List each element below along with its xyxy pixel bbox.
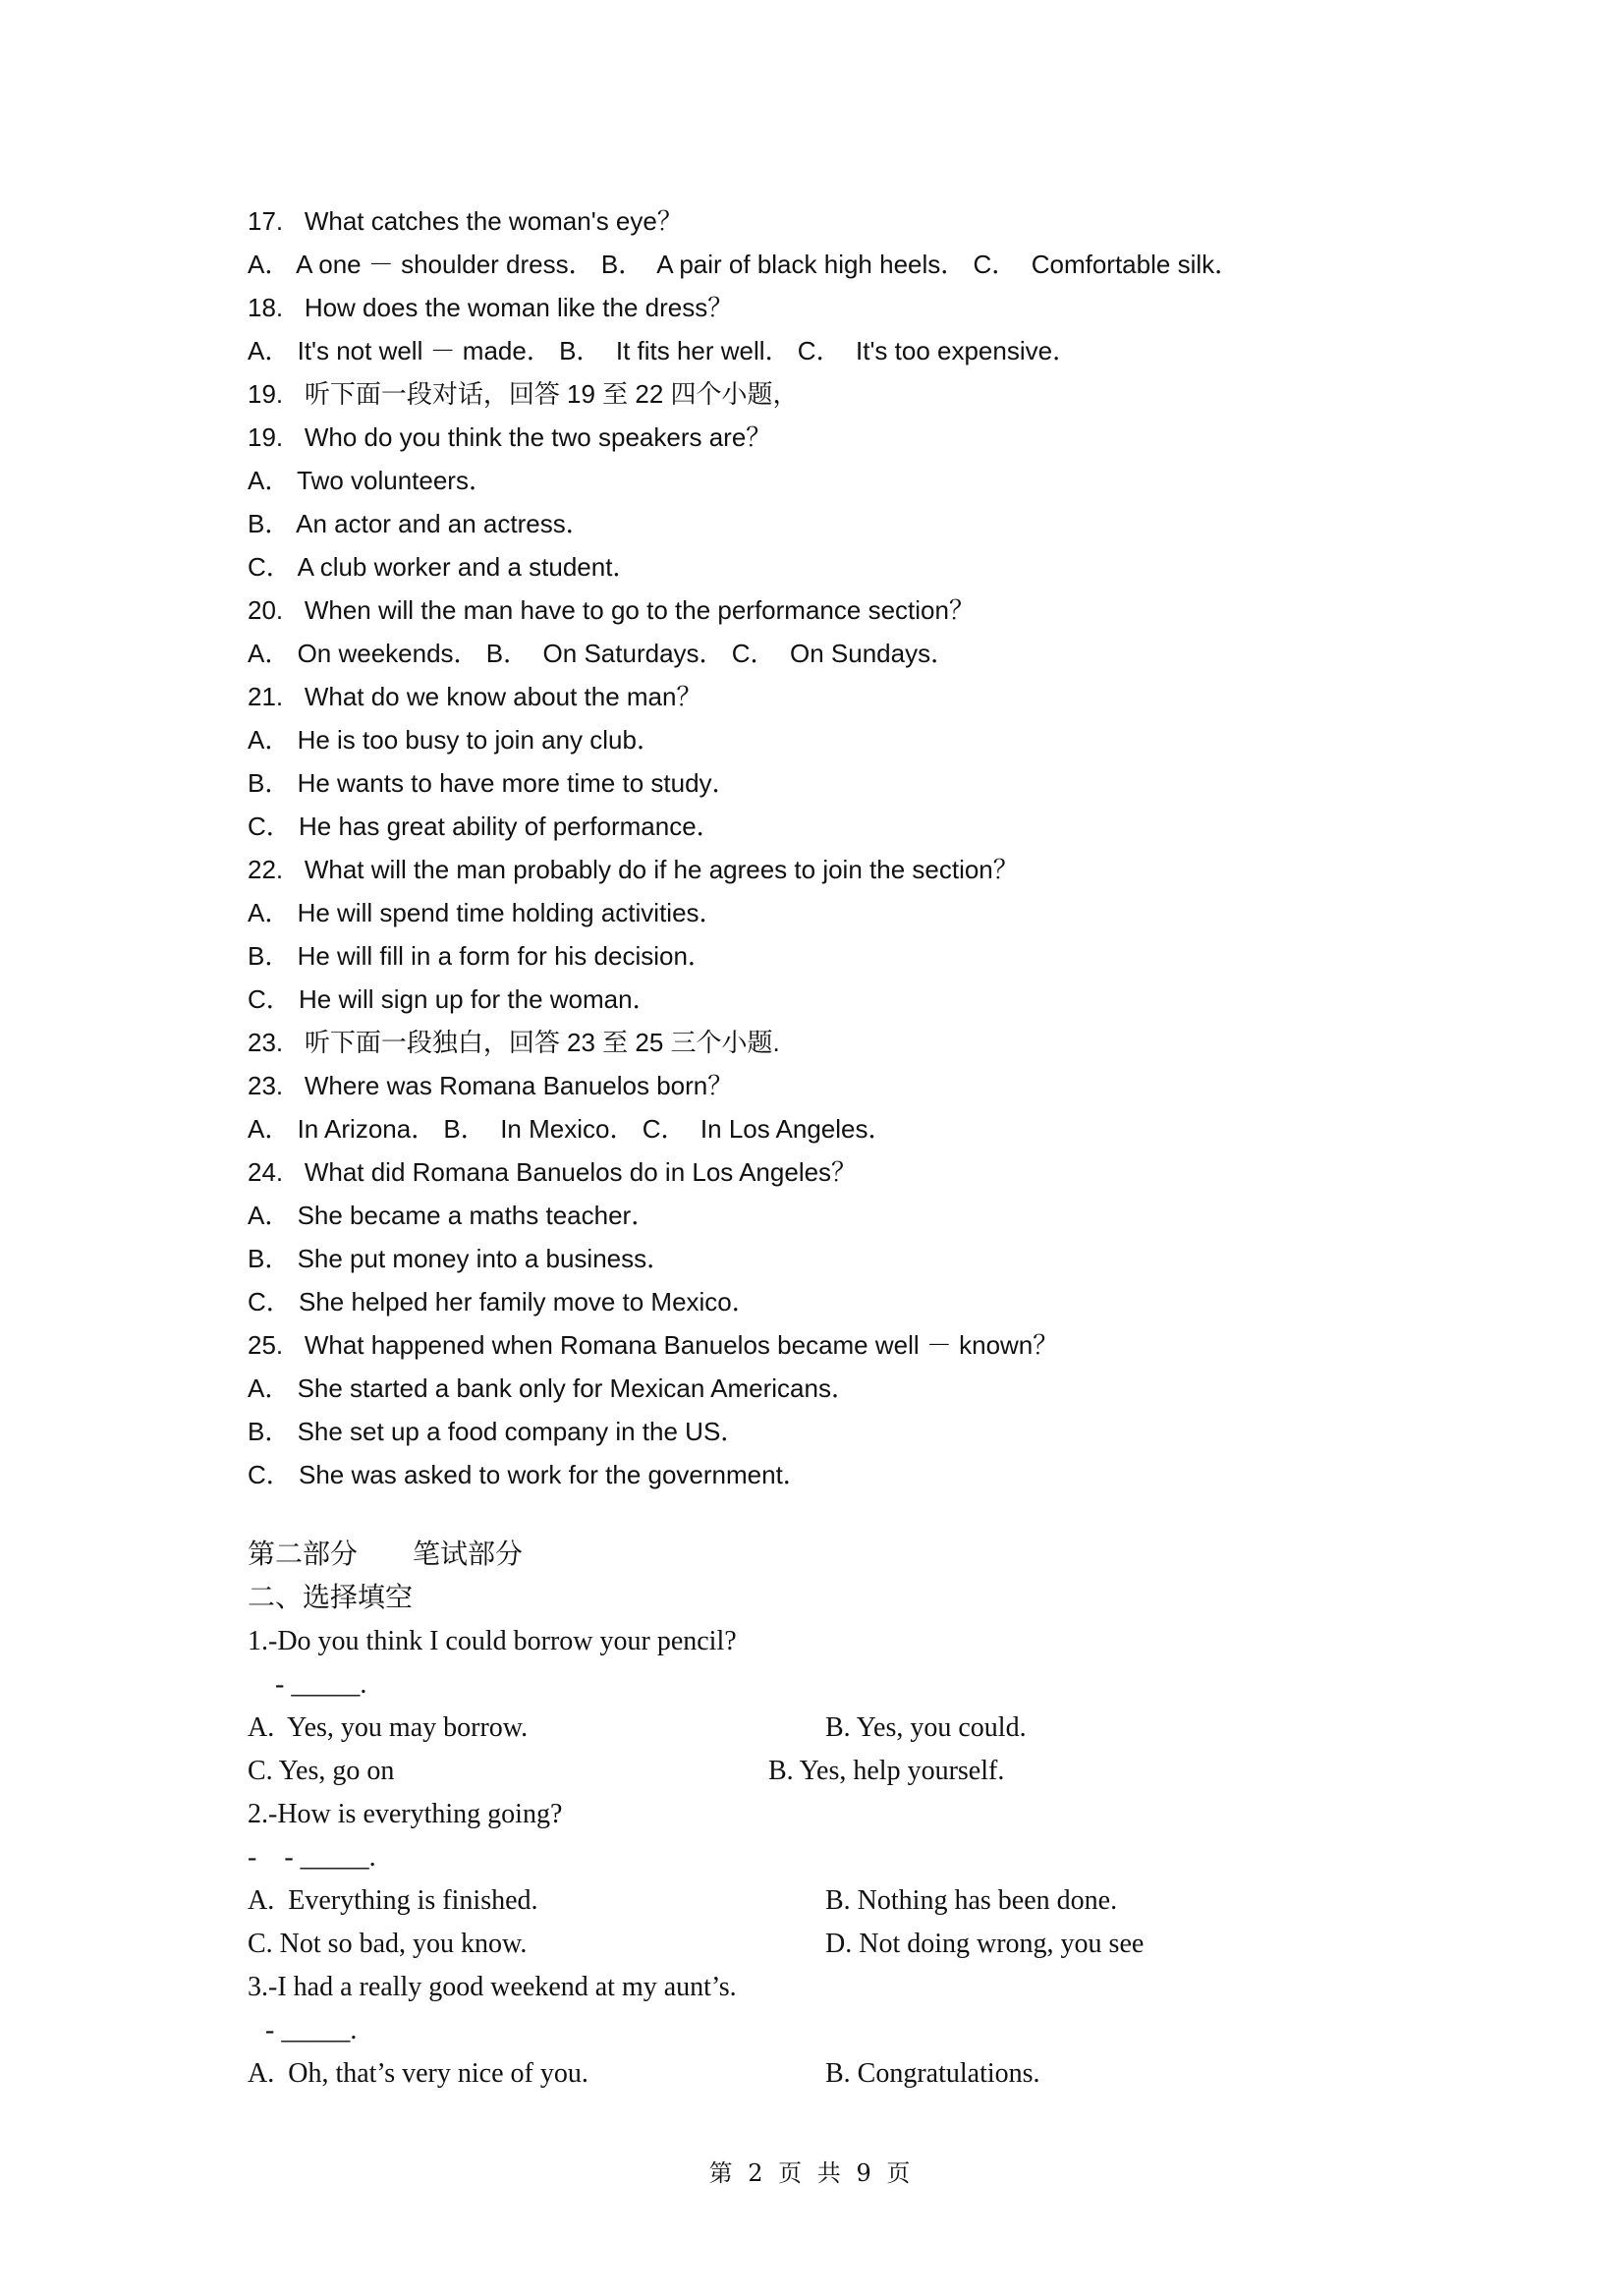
q1-options-row2 [248,1750,1387,1793]
options-23: A． In Arizona． B． In Mexico． C． In Los Angeles． [248,1114,894,1144]
option-19-b: B． An actor and an actress． [248,509,591,538]
page-number: 第 2 页 共 9 页 [708,2159,915,2187]
question-23: 23. Where was Romana Banuelos born？ [248,1071,734,1100]
q3-blank: - _____. [265,2015,358,2045]
part2-heading: 第二部分 笔试部分 [248,1540,524,1570]
q1-option-c: C. Yes, go on [248,1756,395,1786]
question-24: 24. What did Romana Banuelos do in Los Angeles？ [248,1157,858,1187]
q2-option-b: B. Nothing has been done. [825,1885,1118,1916]
q2-stem: 2.-How is everything going? [248,1799,563,1829]
listening-section [248,199,1387,1496]
instruction-19-22: 19. 听下面一段对话，回答 19 至 22 四个小题， [248,379,799,409]
q2-option-d: D. Not doing wrong, you see [825,1929,1145,1959]
question-22: 22. What will the man probably do if he agrees to join the section？ [248,855,1019,884]
question-21: 21. What do we know about the man？ [248,682,702,711]
option-24-b: B． She put money into a business． [248,1244,673,1273]
q3-option-b: B. Congratulations. [825,2058,1040,2089]
question-19: 19. Who do you think the two speakers are？ [248,422,772,452]
q2-options-row2 [248,1923,1387,1966]
question-20: 20. When will the man have to go to the performance section？ [248,595,975,625]
section-gap [248,1496,1387,1534]
question-17: 17. What catches the woman's eye？ [248,206,683,236]
option-22-b: B． He will fill in a form for his decision． [248,941,713,971]
option-21-a: A． He is too busy to join any club． [248,725,662,755]
option-19-a: A． Two volunteers． [248,466,494,495]
option-24-a: A． She became a maths teacher． [248,1201,657,1230]
option-21-c: C． He has great ability of performance． [248,812,722,841]
written-section [248,1534,1387,2096]
q1-option-b: B. Yes, you could. [825,1712,1027,1743]
q1-blank: - _____. [275,1669,367,1700]
q1-options-row1 [248,1707,1387,1750]
q2-options-row1 [248,1879,1387,1923]
option-19-c: C． A club worker and a student． [248,552,639,582]
q3-options-row1 [248,2052,1387,2096]
q2-blank: - - _____. [248,1842,376,1873]
options-20: A． On weekends． B． On Saturdays． C． On Sundays． [248,639,957,668]
question-18: 18. How does the woman like the dress？ [248,293,734,322]
q1-option-d: B. Yes, help yourself. [768,1756,1005,1786]
q2-option-a: A. Everything is finished. [248,1885,538,1916]
options-17: A． A one － shoulder dress． B． A pair of black high heels． C． Comfortable silk． [248,250,1241,279]
option-24-c: C． She helped her family move to Mexico． [248,1287,757,1316]
instruction-23-25: 23. 听下面一段独白，回答 23 至 25 三个小题. [248,1028,780,1057]
q1-option-a: A. Yes, you may borrow. [248,1712,529,1743]
option-22-a: A． He will spend time holding activities． [248,898,725,927]
section-title: 二、选择填空 [248,1583,414,1613]
q3-stem: 3.-I had a really good weekend at my aunt’s. [248,1972,737,2002]
option-25-c: C． She was asked to work for the government． [248,1460,809,1489]
option-25-a: A． She started a bank only for Mexican Americans． [248,1373,857,1403]
option-22-c: C． He will sign up for the woman． [248,984,658,1014]
q1-stem: 1.-Do you think I could borrow your pencil? [248,1626,737,1656]
option-21-b: B． He wants to have more time to study． [248,768,738,798]
q2-option-c: C. Not so bad, you know. [248,1929,528,1959]
q3-option-a: A. Oh, that’s very nice of you. [248,2058,588,2089]
exam-page [248,199,1387,2096]
question-25: 25. What happened when Romana Banuelos became well － known？ [248,1330,1059,1360]
option-25-b: B． She set up a food company in the US． [248,1417,747,1446]
options-18: A． It's not well － made． B． It fits her well． C． It's too expensive． [248,336,1079,365]
